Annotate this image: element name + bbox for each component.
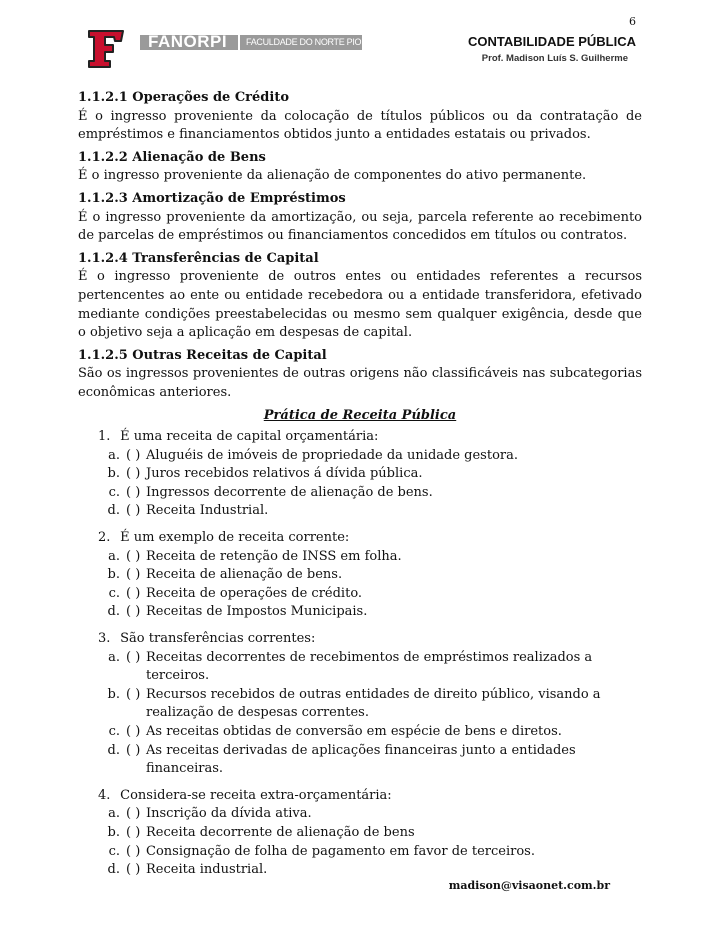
option-text: Receita de operações de crédito. [146,585,363,601]
section-text: São os ingressos provenientes de outras origens não classificáveis nas subcategorias econômicas anteriores. [78,366,642,400]
answer-box[interactable]: ( ) [126,724,141,739]
answer-box[interactable]: ( ) [126,843,141,859]
answer-box[interactable]: ( ) [126,484,141,500]
option-text: As receitas obtidas de conversão em espécie de bens e diretos. [146,724,562,739]
option-letter: d. [107,503,120,519]
section-text: É o ingresso proveniente da colocação de títulos públicos ou da contratação de empréstimos e financiamentos obtidos junto a entidades estatais ou privados. [78,108,642,143]
option-item[interactable] [98,742,642,779]
option-item[interactable] [98,824,642,843]
footer-email[interactable]: madison@visaonet.com.br [448,879,610,892]
answer-box[interactable]: ( ) [126,742,141,758]
question [78,529,642,622]
brand-name: FANORPI [148,32,228,51]
question-number: 1. [98,429,111,445]
answer-box[interactable]: ( ) [126,806,141,822]
option-text: Ingressos decorrente de alienação de bens. [146,484,433,500]
brand-subtitle: FACULDADE DO NORTE PIONEIRO [246,37,389,47]
section-title: 1.1.2.5 Outras Receitas de Capital [78,347,327,363]
option-item[interactable] [98,484,642,503]
practice-title: Prática de Receita Pública [263,407,457,423]
option-item[interactable] [98,585,642,604]
answer-box[interactable]: ( ) [126,649,141,665]
course-title: CONTABILIDADE PÚBLICA [467,34,636,49]
section-text: É o ingresso proveniente de outros entes ou entidades referentes a recursos pertencentes ao ente ou entidade recebedora ou a entidade transferidora, efetivado mediante condições preestabelecidas ou mesmo sem qualquer exigência, desde que o objetivo seja a aplicação em despesas de capital. [78,269,642,341]
option-letter: a. [108,447,120,463]
option-item[interactable] [98,843,642,862]
option-text: Juros recebidos relativos á dívida pública. [146,466,423,482]
question-text: São transferências correntes: [120,631,316,647]
option-letter: b. [107,466,120,482]
option-text: As receitas derivadas de aplicações financeiras junto a entidades financeiras. [146,742,576,777]
question [78,787,642,880]
option-letter: a. [108,649,120,665]
option-letter: b. [107,686,120,702]
option-text: Receita decorrente de alienação de bens [146,824,415,840]
option-item[interactable] [98,502,642,521]
question-number: 3. [98,631,111,647]
option-item[interactable] [98,603,642,622]
answer-box[interactable]: ( ) [126,447,141,463]
question-number: 2. [98,530,111,546]
answer-box[interactable]: ( ) [126,604,141,620]
section [78,149,642,186]
question-text: Considera-se receita extra-orçamentária: [120,787,392,803]
option-letter: d. [107,862,120,878]
option-text: Consignação de folha de pagamento em favor de terceiros. [146,843,535,859]
answer-box[interactable]: ( ) [126,824,141,840]
answer-box[interactable]: ( ) [126,686,141,702]
answer-box[interactable]: ( ) [126,585,141,601]
option-item[interactable] [98,805,642,824]
answer-box[interactable]: ( ) [126,548,141,564]
section-title: 1.1.2.1 Operações de Crédito [78,90,290,105]
option-letter: b. [107,824,120,840]
option-letter: a. [108,548,120,564]
option-item[interactable] [98,686,642,723]
option-item[interactable] [98,861,642,880]
section-title: 1.1.2.4 Transferências de Capital [78,250,319,266]
option-text: Receita de retenção de INSS em folha. [146,548,402,564]
option-text: Receitas de Impostos Municipais. [146,604,368,620]
option-letter: a. [108,806,120,822]
fanorpi-logo-icon [83,27,127,69]
professor-name: Prof. Madison Luís S. Guilherme [481,53,628,64]
option-letter: d. [107,604,120,620]
option-letter: c. [108,843,120,859]
option-item[interactable] [98,566,642,585]
section-title: 1.1.2.3 Amortização de Empréstimos [78,190,346,206]
section-text: É o ingresso proveniente da alienação de componentes do ativo permanente. [78,168,587,184]
page-number: 6 [629,15,636,28]
option-letter: d. [107,742,120,758]
option-text: Receitas decorrentes de recebimentos de empréstimos realizados a terceiros. [146,649,593,684]
option-letter: c. [108,724,120,739]
option-letter: c. [108,484,120,500]
option-item[interactable] [98,447,642,466]
option-item[interactable] [98,548,642,567]
question-text: É um exemplo de receita corrente: [120,530,350,546]
option-text: Aluguéis de imóveis de propriedade da unidade gestora. [146,447,519,463]
option-letter: c. [108,585,120,601]
option-text: Recursos recebidos de outras entidades de direito público, visando a realização de despesas correntes. [146,686,601,721]
section [78,250,642,343]
page-content [78,89,642,888]
option-text: Receita Industrial. [146,503,269,519]
question [78,630,642,779]
option-text: Receita industrial. [146,862,268,878]
question-number: 4. [98,787,111,803]
section-title: 1.1.2.2 Alienação de Bens [78,149,266,165]
section [78,190,642,246]
brand-divider [238,35,240,50]
option-text: Inscrição da dívida ativa. [146,806,312,822]
section [78,347,642,403]
answer-box[interactable]: ( ) [126,567,141,583]
question-text: É uma receita de capital orçamentária: [120,429,379,445]
answer-box[interactable]: ( ) [126,503,141,519]
option-item[interactable] [98,465,642,484]
question [78,428,642,521]
option-text: Receita de alienação de bens. [146,567,343,583]
option-letter: b. [107,567,120,583]
option-item[interactable] [98,649,642,686]
option-item[interactable] [98,723,642,742]
section [78,89,642,145]
answer-box[interactable]: ( ) [126,466,141,482]
section-text: É o ingresso proveniente da amortização, ou seja, parcela referente ao recebimento de parcelas de empréstimos ou financiamentos concedidos em títulos ou contratos. [78,209,642,244]
answer-box[interactable]: ( ) [126,862,141,878]
